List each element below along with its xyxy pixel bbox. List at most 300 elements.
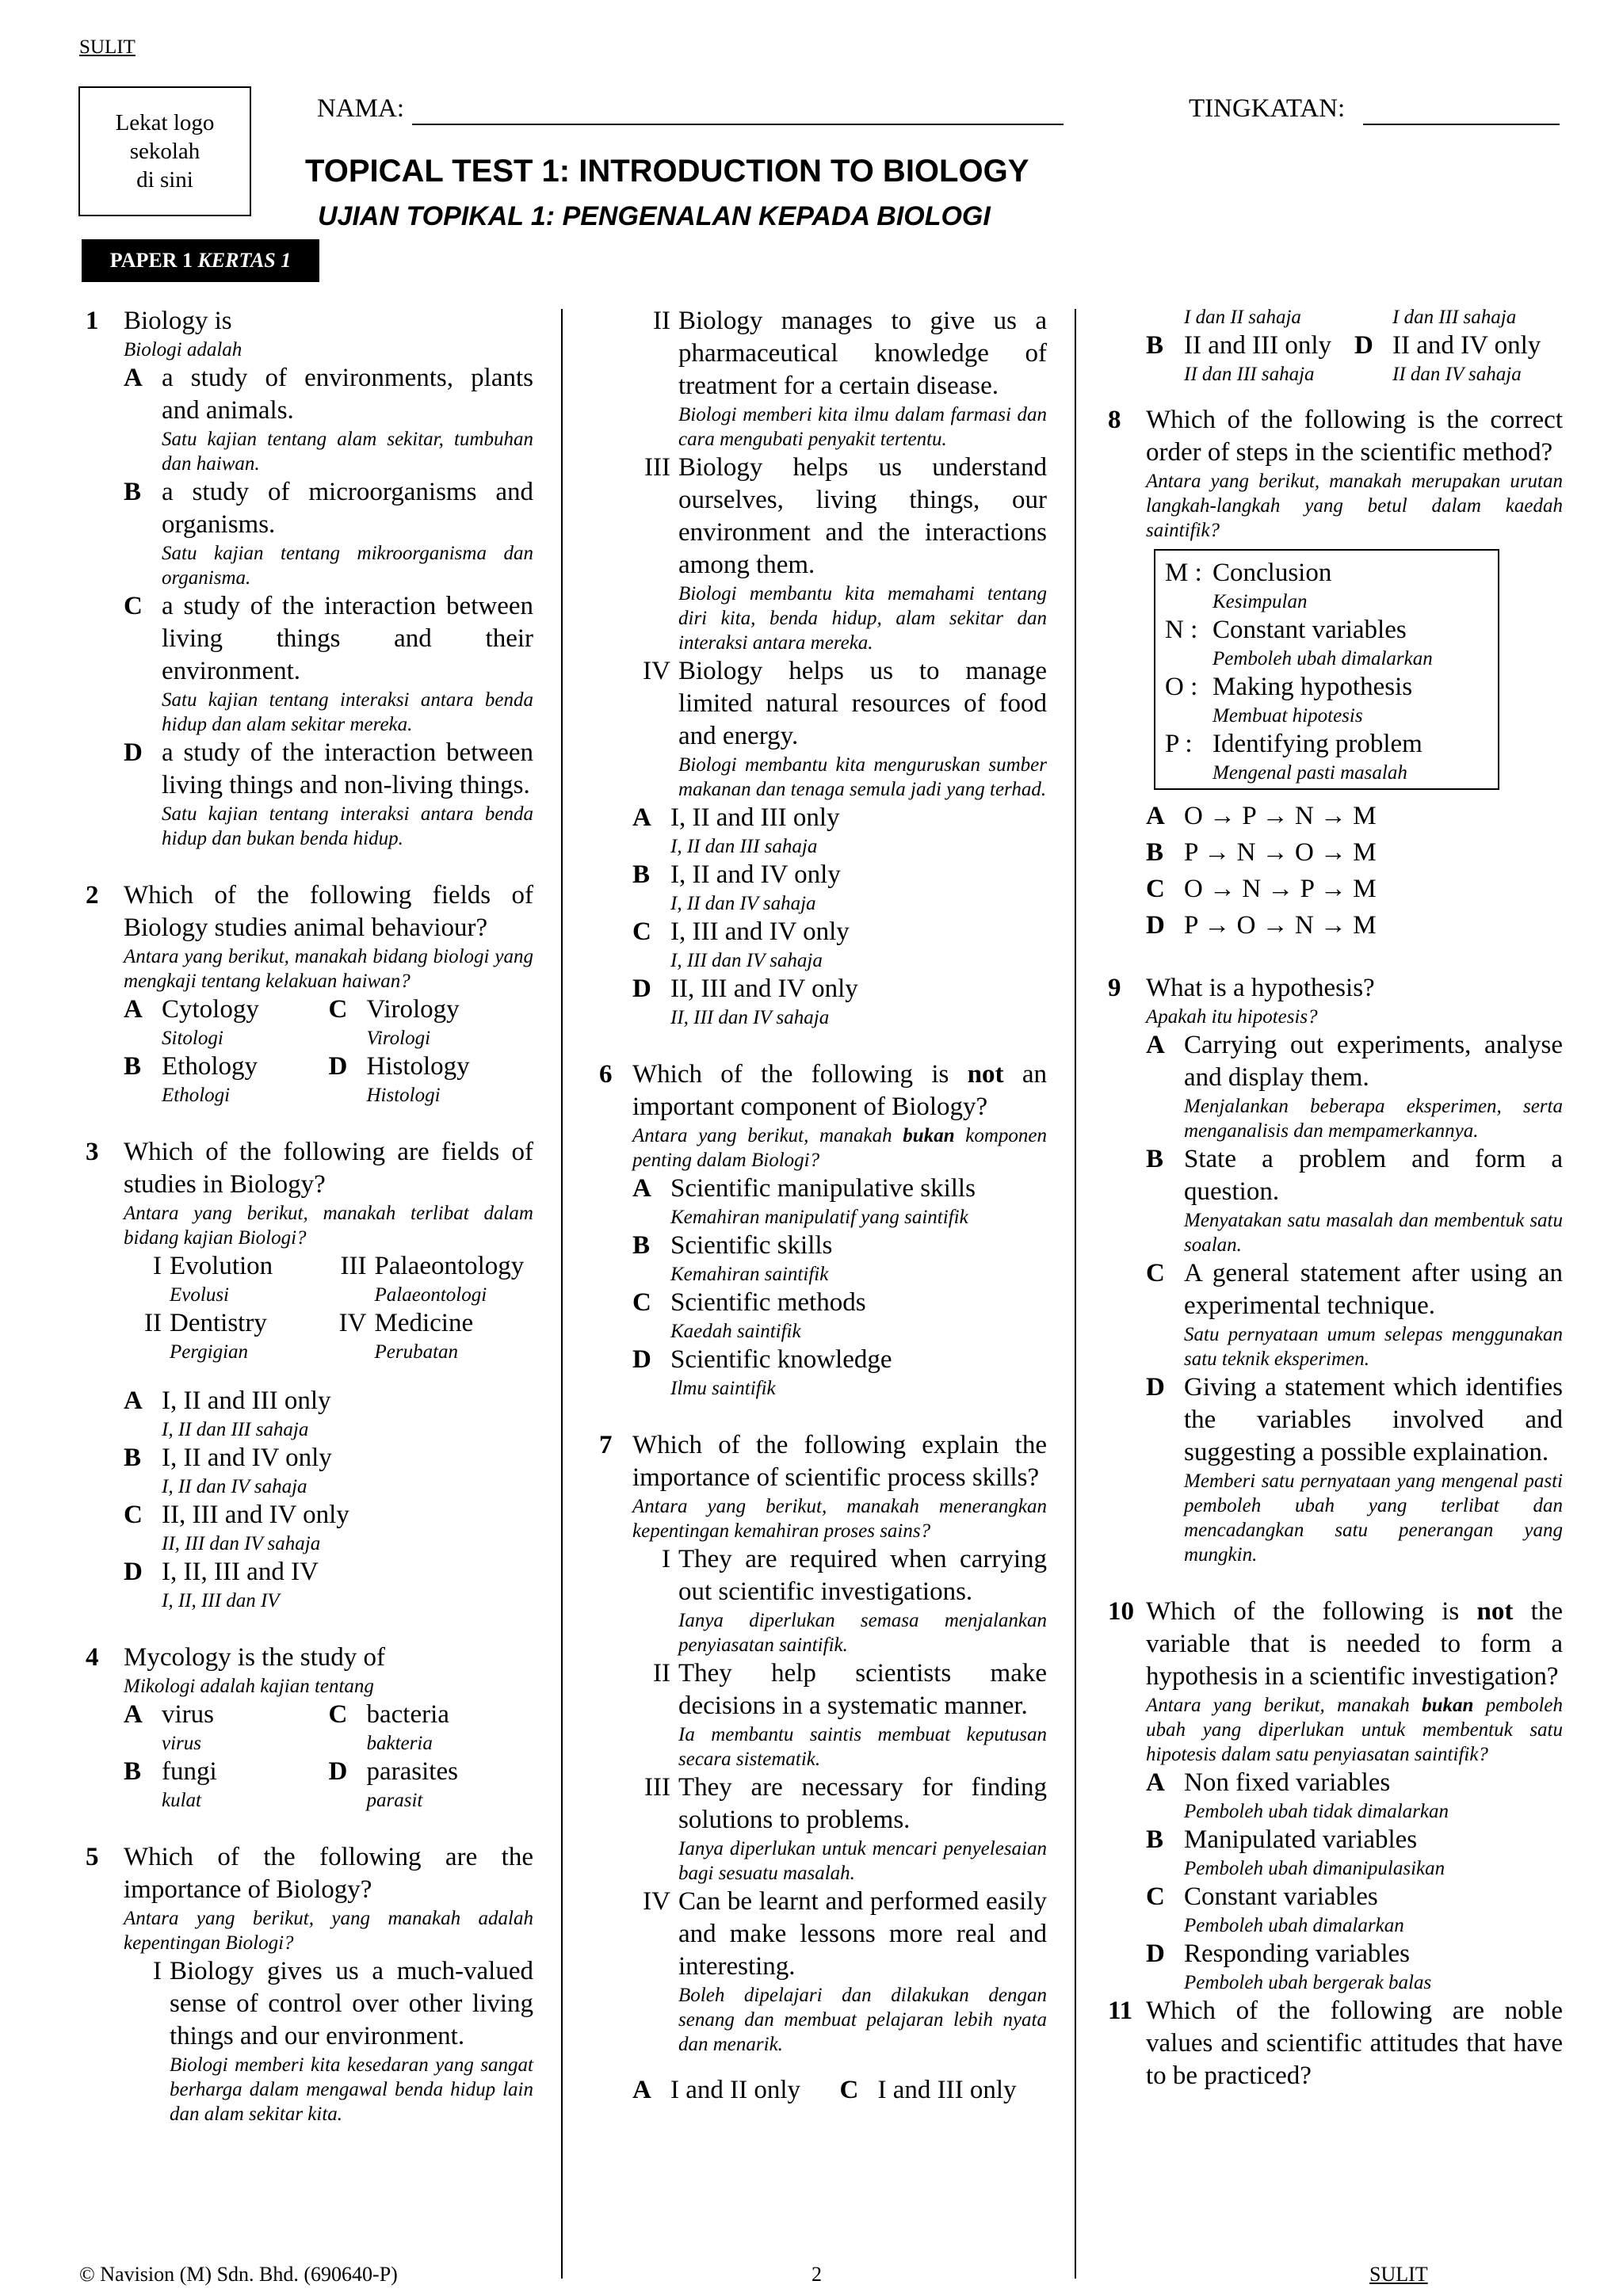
option-b[interactable] (1146, 1824, 1563, 1881)
paper-badge (82, 239, 319, 282)
item-numeral: I (153, 1252, 162, 1280)
item-iv (329, 1307, 534, 1364)
option-text: Virology (366, 995, 460, 1024)
option-text: virus (162, 1700, 214, 1729)
item-text: They are required when carrying out scientific investigations. (678, 1545, 1047, 1606)
option-letter: B (1146, 331, 1164, 360)
option-text: a study of microorganisms and organisms. (162, 478, 533, 539)
option-b[interactable] (1146, 1143, 1563, 1257)
question-stem (1146, 1596, 1563, 1693)
option-letter: B (1146, 1145, 1164, 1173)
option-letter: D (328, 1052, 348, 1081)
logo-line: sekolah (129, 139, 200, 164)
option-letter: B (124, 1052, 142, 1081)
option-text: Histology (366, 1052, 470, 1081)
step-text-ms: Mengenal pasti masalah (1212, 762, 1407, 784)
item-text: Biology gives us a much-valued sense of control over other living things and our environment. (170, 1957, 533, 2050)
question-8 (1108, 404, 1563, 944)
tingkatan-field-line[interactable] (1363, 124, 1560, 125)
item-text: Medicine (374, 1309, 474, 1337)
stem-text: an important component of Biology? (632, 1060, 1047, 1121)
option-c[interactable] (124, 1499, 533, 1556)
step-p (1165, 728, 1488, 785)
school-logo-box (78, 86, 251, 216)
option-letter: C (1146, 875, 1165, 903)
stem-text-ms: pemboleh ubah yang diperlukan untuk membentuk satu hipotesis dalam satu penyiasatan saintifik? (1146, 1695, 1563, 1765)
question-number: 3 (86, 1138, 99, 1166)
option-letter: C (1146, 1882, 1165, 1911)
option-a[interactable] (632, 1173, 1047, 1230)
option-letter: B (124, 1757, 142, 1786)
option-d[interactable] (1354, 330, 1563, 387)
option-text-ms: parasit (366, 1790, 423, 1811)
option-letter: C (632, 1288, 651, 1317)
nama-field-line[interactable] (412, 124, 1064, 125)
column-left (86, 305, 533, 2126)
option-a[interactable] (1146, 798, 1563, 834)
question-stem-ms: Antara yang berikut, manakah merupakan urutan langkah-langkah yang betul dalam kaedah saintifik? (1146, 471, 1563, 541)
option-letter: D (124, 1558, 143, 1586)
option-text: Manipulated variables (1184, 1825, 1418, 1854)
step-n (1165, 614, 1488, 671)
option-text: I and III only (877, 2076, 1017, 2104)
nama-label: NAMA: (317, 94, 405, 123)
stem-text: the variable that is needed to form a hypothesis in a scientific investigation? (1146, 1597, 1563, 1691)
step-text: Identifying problem (1212, 730, 1423, 758)
option-text-ms: Pemboleh ubah tidak dimalarkan (1184, 1801, 1449, 1822)
stem-emphasis-ms: bukan (1422, 1695, 1474, 1716)
option-text: parasites (366, 1757, 458, 1786)
question-number: 2 (86, 881, 99, 910)
option-letter: A (124, 364, 143, 392)
option-c[interactable] (124, 590, 533, 737)
item-i (124, 1250, 329, 1307)
option-text-ms: II, III dan IV sahaja (670, 1007, 830, 1028)
option-b[interactable] (632, 1230, 1047, 1287)
question-stem-ms: Antara yang berikut, manakah menerangkan kepentingan kemahiran proses sains? (632, 1496, 1047, 1542)
option-text-ms: Kaedah saintifik (670, 1321, 801, 1342)
stem-text: Which of the following is (1146, 1597, 1477, 1626)
question-number: 8 (1108, 406, 1121, 434)
option-text-ms: Ilmu saintifik (670, 1378, 776, 1399)
question-stem (632, 1058, 1047, 1123)
step-m (1165, 557, 1488, 614)
option-a[interactable] (1146, 1029, 1563, 1143)
option-d[interactable] (632, 973, 1047, 1030)
option-letter: A (124, 995, 143, 1024)
question-stem: Which of the following are fields of studies in Biology? (124, 1138, 533, 1199)
question-11 (1108, 1995, 1563, 2092)
item-text-ms: Palaeontologi (374, 1284, 487, 1306)
option-text-ms: I, II dan IV sahaja (162, 1476, 307, 1497)
stem-emphasis: not (1476, 1597, 1514, 1626)
option-letter: D (1146, 911, 1165, 940)
question-stem: Which of the following explain the importance of scientific process skills? (632, 1431, 1047, 1492)
option-letter: D (1354, 331, 1373, 360)
option-text-ms: virus (162, 1733, 201, 1754)
option-c[interactable] (1146, 1257, 1563, 1371)
question-stem: Mycology is the study of (124, 1643, 385, 1672)
option-letter: D (124, 738, 143, 767)
item-text-ms: Biologi membantu kita menguruskan sumber makanan dan tenaga semula jadi yang terhad. (678, 754, 1047, 800)
option-c[interactable] (632, 1287, 1047, 1344)
step-text-ms: Kesimpulan (1212, 591, 1308, 612)
option-b[interactable] (124, 1756, 329, 1813)
option-text: Scientific methods (670, 1288, 866, 1317)
option-a[interactable] (124, 1385, 533, 1442)
option-b[interactable] (124, 1051, 329, 1108)
item-text: Biology manages to give us a pharmaceutical knowledge of treatment for a certain disease. (678, 307, 1047, 400)
option-a[interactable] (632, 802, 1047, 859)
option-letter: A (1146, 802, 1165, 830)
item-numeral: IV (338, 1309, 367, 1337)
question-stem: Which of the following fields of Biology studies animal behaviour? (124, 881, 533, 942)
item-ii (124, 1307, 329, 1364)
option-text: Constant variables (1184, 1882, 1378, 1911)
option-letter: C (124, 592, 143, 620)
step-key: N : (1165, 616, 1198, 644)
paper-ms: KERTAS 1 (197, 249, 292, 272)
option-text: bacteria (366, 1700, 449, 1729)
item-text: Evolution (170, 1252, 273, 1280)
stem-emphasis-ms: bukan (903, 1125, 955, 1146)
question-5-options (599, 802, 1047, 1030)
step-letter: N (1165, 616, 1184, 644)
option-c[interactable] (329, 994, 534, 1051)
page-subtitle: UJIAN TOPIKAL 1: PENGENALAN KEPADA BIOLOGI (318, 201, 991, 231)
option-text: I, II and III only (162, 1386, 331, 1415)
option-d[interactable] (1146, 907, 1563, 944)
option-letter: C (1146, 1259, 1165, 1287)
option-text-ms: Pemboleh ubah dimalarkan (1184, 1915, 1404, 1936)
option-text-ms: Sitologi (162, 1028, 223, 1049)
option-text: a study of environments, plants and animals. (162, 364, 533, 425)
question-7-options-continued (1108, 305, 1563, 387)
question-number: 10 (1108, 1597, 1134, 1626)
option-text-ms: Satu kajian tentang mikroorganisma dan organisma. (162, 543, 533, 589)
option-a[interactable] (632, 2074, 840, 2107)
option-text-ms: Menyatakan satu masalah dan membentuk satu soalan. (1184, 1210, 1563, 1256)
option-letter: A (1146, 1768, 1165, 1797)
item-iv (599, 655, 1047, 802)
option-letter: B (632, 1231, 651, 1260)
option-d[interactable] (329, 1756, 534, 1813)
page-title: TOPICAL TEST 1: INTRODUCTION TO BIOLOGY (305, 154, 1029, 189)
option-letter: C (839, 2076, 859, 2104)
option-d[interactable] (124, 737, 533, 851)
step-text: Constant variables (1212, 616, 1407, 644)
option-letter: D (1146, 1373, 1165, 1402)
option-text-ms: Pemboleh ubah dimanipulasikan (1184, 1858, 1445, 1879)
option-letter: C (124, 1501, 143, 1529)
option-c[interactable] (329, 1699, 534, 1756)
option-text-ms: I, III dan IV sahaja (670, 950, 823, 971)
question-5 (86, 1841, 533, 2126)
option-text-ms: I dan III sahaja (1392, 307, 1517, 328)
option-d[interactable] (1146, 1938, 1563, 1995)
copyright: © Navision (M) Sdn. Bhd. (690640-P) (79, 2263, 398, 2286)
option-text: Responding variables (1184, 1939, 1411, 1968)
tingkatan-label: TINGKATAN: (1189, 94, 1346, 123)
paper-en: PAPER 1 (109, 249, 193, 272)
stem-emphasis: not (967, 1060, 1004, 1089)
item-numeral: III (644, 453, 670, 482)
option-a[interactable] (124, 1699, 329, 1756)
item-numeral: IV (643, 657, 670, 685)
question-7 (599, 1429, 1047, 2107)
option-text: a study of the interaction between living things and non-living things. (162, 738, 533, 799)
item-text: Biology helps us to manage limited natural resources of food and energy. (678, 657, 1047, 750)
option-text: I, II, III and IV (162, 1558, 319, 1586)
items-grid (124, 1250, 533, 1364)
item-iii (632, 1772, 1047, 1886)
step-text-ms: Membuat hipotesis (1212, 705, 1363, 727)
stem-text-ms: komponen penting dalam Biologi? (632, 1125, 1047, 1171)
question-stem: Which of the following are noble values and scientific attitudes that have to be practiced? (1146, 1997, 1563, 2090)
item-numeral: III (340, 1252, 367, 1280)
step-text: Making hypothesis (1212, 673, 1413, 701)
step-key: P : (1165, 730, 1193, 758)
item-numeral: III (644, 1773, 670, 1802)
item-ii (599, 305, 1047, 452)
item-numeral: I (662, 1545, 670, 1573)
question-stem-ms: Apakah itu hipotesis? (1146, 1006, 1318, 1028)
option-text-ms: Ethologi (162, 1085, 231, 1106)
option-text-ms: II dan IV sahaja (1392, 364, 1522, 385)
option-letter: A (1146, 1031, 1165, 1059)
option-text: Cytology (162, 995, 259, 1024)
option-a[interactable] (124, 362, 533, 476)
question-stem-ms: Mikologi adalah kajian tentang (124, 1676, 374, 1697)
option-letter: B (124, 1444, 142, 1472)
option-letter: B (1146, 838, 1164, 867)
option-text-ms: Satu kajian tentang alam sekitar, tumbuhan dan haiwan. (162, 429, 533, 475)
column-right (1108, 305, 1563, 2092)
column-divider (561, 309, 563, 2279)
question-1 (86, 305, 533, 851)
option-text: Ethology (162, 1052, 258, 1081)
option-text: I, II and IV only (162, 1444, 332, 1472)
item-text-ms: Biologi membantu kita memahami tentang diri kita, benda hidup, alam sekitar dan interaksi antara mereka. (678, 583, 1047, 654)
option-sequence: P → N → O → M (1184, 838, 1377, 867)
item-text: Biology helps us understand ourselves, living things, our environment and the interactions among them. (678, 453, 1047, 579)
option-sequence: O → P → N → M (1184, 802, 1377, 830)
question-3 (86, 1136, 533, 1613)
option-b[interactable] (632, 859, 1047, 916)
question-6 (599, 1058, 1047, 1401)
step-o (1165, 671, 1488, 728)
column-middle (599, 305, 1047, 2107)
option-text-ms: I, II dan IV sahaja (670, 893, 816, 914)
option-b[interactable] (1146, 330, 1354, 387)
option-letter: A (632, 1174, 651, 1203)
steps-box (1154, 549, 1499, 790)
question-stem-ms (632, 1123, 1047, 1173)
option-text-ms: kulat (162, 1790, 201, 1811)
item-i (632, 1543, 1047, 1657)
option-text: Scientific manipulative skills (670, 1174, 976, 1203)
option-sequence: P → O → N → M (1184, 911, 1377, 940)
option-text: II and III only (1184, 331, 1332, 360)
option-c[interactable] (840, 2074, 1048, 2107)
item-text: Can be learnt and performed easily and make lessons more real and interesting. (678, 1887, 1047, 1981)
question-number: 11 (1108, 1997, 1133, 2025)
question-number: 6 (599, 1060, 613, 1089)
option-letter: B (632, 860, 651, 889)
step-letter: M (1165, 559, 1189, 587)
option-text-ms: Kemahiran manipulatif yang saintifik (670, 1207, 968, 1228)
option-text: State a problem and form a question. (1184, 1145, 1563, 1206)
item-numeral: II (653, 307, 670, 335)
option-text-ms: Histologi (366, 1085, 441, 1106)
item-ii (632, 1657, 1047, 1772)
option-text: Scientific skills (670, 1231, 833, 1260)
option-text: a study of the interaction between living things and their environment. (162, 592, 533, 685)
item-text-ms: Perubatan (374, 1341, 459, 1363)
option-text-ms: Satu pernyataan umum selepas menggunakan satu teknik eksperimen. (1184, 1324, 1563, 1370)
column-divider (1075, 309, 1076, 2279)
option-text: II and IV only (1392, 331, 1541, 360)
option-text-ms: Menjalankan beberapa eksperimen, serta menganalisis dan mempamerkannya. (1184, 1096, 1563, 1142)
item-iii (599, 452, 1047, 655)
question-2 (86, 879, 533, 1108)
sulit-top-label: SULIT (79, 36, 136, 58)
option-letter: A (124, 1700, 143, 1729)
item-text-ms: Boleh dipelajari dan dilakukan dengan senang dan membuat pelajaran lebih nyata dan menarik. (678, 1985, 1047, 2055)
option-letter: D (328, 1757, 348, 1786)
option-letter: A (124, 1386, 143, 1415)
option-c[interactable] (1146, 871, 1563, 907)
question-stem-ms: Biologi adalah (124, 339, 242, 360)
options-grid (124, 1699, 533, 1813)
step-text: Conclusion (1212, 559, 1332, 587)
item-numeral: IV (643, 1887, 670, 1916)
item-text: They are necessary for finding solutions to problems. (678, 1773, 1047, 1834)
sulit-bottom-label: SULIT (1369, 2263, 1428, 2286)
question-4 (86, 1642, 533, 1813)
option-b[interactable] (124, 1442, 533, 1499)
step-key: M : (1165, 559, 1202, 587)
option-letter: C (328, 1700, 348, 1729)
question-number: 9 (1108, 974, 1121, 1002)
option-a[interactable] (1146, 1767, 1563, 1824)
item-numeral: II (144, 1309, 162, 1337)
option-text: A general statement after using an experimental technique. (1184, 1259, 1563, 1320)
option-d[interactable] (1146, 1371, 1563, 1567)
step-text-ms: Pemboleh ubah dimalarkan (1212, 648, 1433, 669)
question-stem-ms: Antara yang berikut, manakah terlibat dalam bidang kajian Biologi? (124, 1203, 533, 1249)
question-number: 4 (86, 1643, 99, 1672)
item-text-ms: Pergigian (170, 1341, 249, 1363)
option-b[interactable] (124, 476, 533, 590)
option-letter: B (124, 478, 142, 506)
option-text-ms: Kemahiran saintifik (670, 1264, 829, 1285)
item-text-ms: Evolusi (170, 1284, 229, 1306)
options-grid (632, 2074, 1047, 2107)
option-text: Scientific knowledge (670, 1345, 892, 1374)
question-stem: Which of the following is the correct order of steps in the scientific method? (1146, 406, 1563, 467)
option-text-ms: Satu kajian tentang interaksi antara benda hidup dan alam sekitar mereka. (162, 689, 533, 735)
item-text-ms: Ianya diperlukan untuk mencari penyelesaian bagi sesuatu masalah. (678, 1838, 1047, 1884)
logo-line: Lekat logo (115, 110, 215, 135)
logo-line: di sini (136, 167, 193, 193)
item-text: Dentistry (170, 1309, 267, 1337)
question-stem: Biology is (124, 307, 232, 335)
option-text: II, III and IV only (162, 1501, 349, 1529)
option-a[interactable] (124, 994, 329, 1051)
question-9 (1108, 972, 1563, 1567)
option-text-ms: Virologi (366, 1028, 431, 1049)
page-number: 2 (812, 2263, 822, 2286)
option-text-ms: I, II, III dan IV (162, 1590, 280, 1611)
option-text-ms: bakteria (366, 1733, 433, 1754)
step-letter: O (1165, 673, 1184, 701)
question-stem-ms: Antara yang berikut, yang manakah adalah kepentingan Biologi? (124, 1908, 533, 1954)
option-text-ms: I, II dan III sahaja (162, 1419, 309, 1440)
option-text-ms: I dan II sahaja (1184, 307, 1301, 328)
option-b[interactable] (1146, 834, 1563, 871)
option-text: Non fixed variables (1184, 1768, 1391, 1797)
option-text: I, II and IV only (670, 860, 841, 889)
options-grid (1146, 305, 1563, 387)
option-text-ms: II, III dan IV sahaja (162, 1533, 321, 1554)
option-text: Carrying out experiments, analyse and display them. (1184, 1031, 1563, 1092)
option-text: II, III and IV only (670, 974, 858, 1003)
option-sequence: O → N → P → M (1184, 875, 1377, 903)
options-grid (124, 994, 533, 1108)
option-d[interactable] (329, 1051, 534, 1108)
option-letter: B (1146, 1825, 1164, 1854)
stem-text: Which of the following is (632, 1060, 968, 1089)
option-letter: A (632, 803, 651, 832)
option-d[interactable] (124, 1556, 533, 1613)
option-text: Giving a statement which identifies the variables involved and suggesting a possible explaination. (1184, 1373, 1563, 1466)
option-text-ms: I, II dan III sahaja (670, 836, 818, 857)
option-letter: C (328, 995, 348, 1024)
question-number: 7 (599, 1431, 613, 1459)
question-number: 1 (86, 307, 99, 335)
option-letter: C (632, 917, 651, 946)
question-10 (1108, 1596, 1563, 1995)
option-c[interactable] (1146, 1881, 1563, 1938)
item-numeral: I (153, 1957, 162, 1985)
option-c[interactable] (632, 916, 1047, 973)
option-d[interactable] (632, 1344, 1047, 1401)
item-iii (329, 1250, 534, 1307)
option-text: I and II only (670, 2076, 801, 2104)
item-text: They help scientists make decisions in a systematic manner. (678, 1659, 1047, 1720)
question-stem-ms: Antara yang berikut, manakah bidang biologi yang mengkaji tentang kelakuan haiwan? (124, 946, 533, 992)
step-letter: P (1165, 730, 1179, 758)
option-text-ms: II dan III sahaja (1184, 364, 1315, 385)
question-stem: What is a hypothesis? (1146, 974, 1375, 1002)
item-i (124, 1955, 533, 2126)
option-text-ms: Pemboleh ubah bergerak balas (1184, 1972, 1432, 1993)
question-stem: Which of the following are the importance of Biology? (124, 1843, 533, 1904)
option-text: I, II and III only (670, 803, 840, 832)
option-letter: D (632, 1345, 651, 1374)
option-text: fungi (162, 1757, 217, 1786)
option-letter: D (1146, 1939, 1165, 1968)
step-key: O : (1165, 673, 1198, 701)
option-text: I, III and IV only (670, 917, 850, 946)
question-stem-ms (1146, 1693, 1563, 1767)
question-number: 5 (86, 1843, 99, 1871)
stem-text-ms: Antara yang berikut, manakah (632, 1125, 903, 1146)
item-text-ms: Biologi memberi kita ilmu dalam farmasi dan cara mengubati penyakit tertentu. (678, 404, 1047, 450)
item-text-ms: Ia membantu saintis membuat keputusan secara sistematik. (678, 1724, 1047, 1770)
item-numeral: II (653, 1659, 670, 1688)
